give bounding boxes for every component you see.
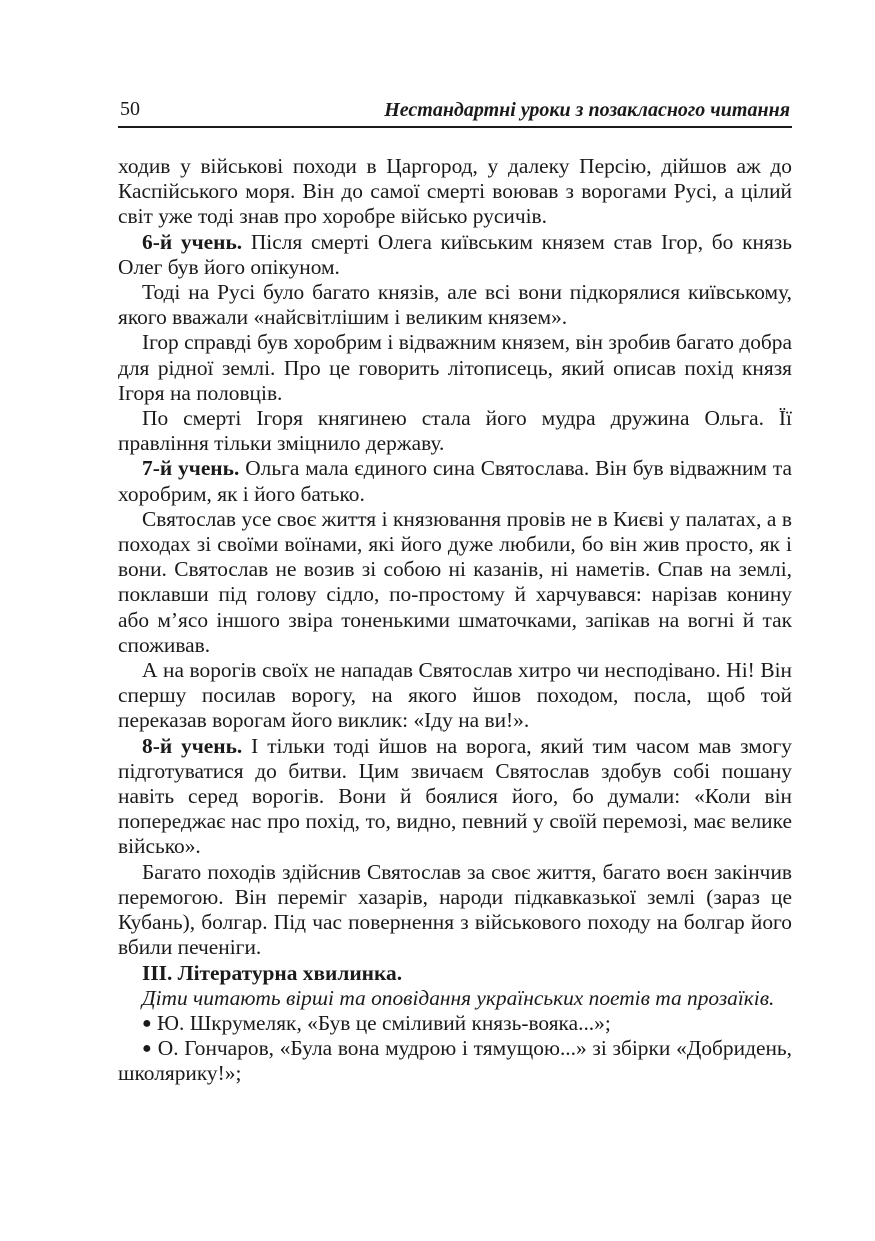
- page-header: [118, 96, 792, 128]
- section-instruction: Діти читають вірші та оповідання українських поетів та прозаїків.: [142, 985, 775, 1010]
- page-number: 50: [120, 98, 140, 120]
- paragraph-8: А на ворогів своїх не нападав Святослав хитро чи несподівано. Ні! Він спершу посилав ворогу, на якого йшов походом, посла, щоб той переказав ворогам його виклик: «Іду на ви!».: [118, 658, 792, 733]
- paragraph-6-text: Ольга мала єдиного сина Святослава. Він був відважним та хоробрим, як і його батько.: [118, 456, 792, 506]
- list-item: [118, 1036, 792, 1086]
- bullet-icon: ●: [142, 1040, 153, 1058]
- list-item-text: Ю. Шкрумеляк, «Був це сміливий князь-вояка...»;: [157, 1010, 611, 1035]
- paragraph-9: [118, 734, 792, 860]
- page-content: [118, 154, 792, 1087]
- list-item: [118, 1011, 792, 1036]
- running-title: Нестандартні уроки з позакласного читання: [384, 99, 790, 121]
- speaker-label-6: 6-й учень.: [142, 229, 243, 254]
- paragraph-6: [118, 456, 792, 506]
- list-item-text: О. Гончаров, «Була вона мудрою і тямущою...» зі збірки «Добридень, школярику!»;: [118, 1036, 792, 1086]
- paragraph-3: Тоді на Русі було багато князів, але всі вони підкорялися київському, якого вважали «найсвітлішим і великим князем».: [118, 280, 792, 330]
- bullet-icon: ●: [142, 1014, 152, 1032]
- speaker-label-8: 8-й учень.: [142, 733, 243, 758]
- paragraph-1: ходив у військові походи в Царгород, у далеку Персію, дійшов аж до Каспійського моря. Він до самої смерті воював з ворогами Русі, а цілий світ уже тоді знав про хоробре військо русичів.: [118, 154, 792, 229]
- paragraph-9-text: І тільки тоді йшов на ворога, який тим часом мав змогу підготуватися до битви. Цим звичаєм Святослав здобув собі пошану навіть серед ворогів. Вони й боялися його, бо думали: «Коли він попереджає нас про похід, то, видно, певний у своїй перемозі, має велике військо».: [118, 733, 792, 859]
- paragraph-4: Ігор справді був хоробрим і відважним князем, він зробив багато добра для рідної землі. Про це говорить літописець, який описав похід князя Ігоря на половців.: [118, 330, 792, 405]
- paragraph-5: По смерті Ігоря княгинею стала його мудра дружина Ольга. Її правління тільки зміцнило державу.: [118, 406, 792, 456]
- paragraph-7: Святослав усе своє життя і князювання провів не в Києві у палатах, а в походах зі своїми воїнами, які його дуже любили, бо він жив просто, як і вони. Святослав не возив зі собою ні казанів, ні наметів. Спав на землі, поклавши під голову сідло, по-простому й харчувався: нарізав конину або м’ясо іншого звіра тоненькими шматочками, запікав на вогні й так споживав.: [118, 506, 792, 657]
- speaker-label-7: 7-й учень.: [142, 456, 240, 481]
- paragraph-2-text: Після смерті Олега київським князем став Ігор, бо князь Олег був його опікуном.: [118, 229, 792, 279]
- paragraph-2: [118, 230, 792, 280]
- paragraph-10: Багато походів здійснив Святослав за своє життя, багато воєн закінчив перемогою. Він переміг хазарів, народи підкавказької землі (зараз це Кубань), болгар. Під час повернення з військового походу на болгар його вбили печеніги.: [118, 859, 792, 960]
- section-heading: ІІІ. Літературна хвилинка.: [142, 960, 403, 985]
